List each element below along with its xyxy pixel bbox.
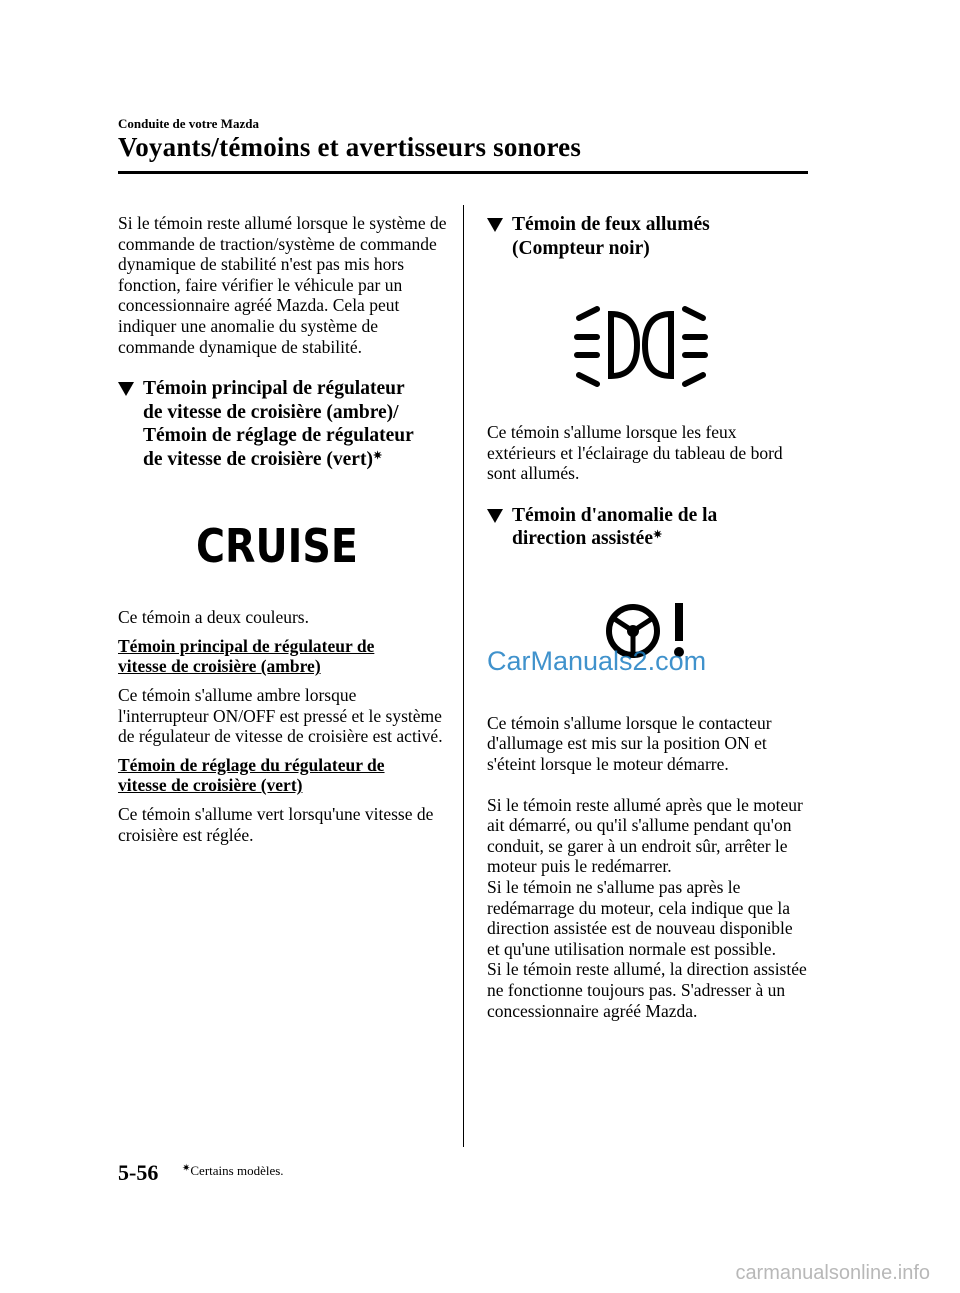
section-label: Conduite de votre Mazda <box>118 116 259 131</box>
steering-paragraph: Ce témoin s'allume lorsque le contacteur d'allumage est mis sur la position ON et s'éteint lorsque le moteur démarre. <box>487 712 772 774</box>
heading-triangle-icon <box>118 382 134 396</box>
right-column <box>487 213 807 1021</box>
intro-paragraph: Si le témoin reste allumé lorsque le système de commande de traction/système de commande dynamique de stabilité n'est pas mis hors fonction, faire vérifier le véhicule par un concessionnaire agréé Mazda. Cela peut indiquer une anomalie du système de commande dynamique de stabilité. <box>118 213 447 357</box>
headlight-icon-area <box>487 260 807 422</box>
heading-line: Témoin principal de régulateur <box>143 378 405 400</box>
cruise-heading <box>118 377 448 471</box>
heading-triangle-icon <box>487 509 503 523</box>
power-steering-heading: Témoin d'anomalie de la direction assistée✷ <box>487 504 807 551</box>
green-paragraph: Ce témoin s'allume vert lorsqu'une vitesse de croisière est réglée. <box>118 803 434 845</box>
column-divider <box>463 205 464 1147</box>
page-title: Voyants/témoins et avertisseurs sonores <box>118 132 582 162</box>
footnote-star: ✷ <box>653 529 663 542</box>
amber-paragraph: Ce témoin s'allume ambre lorsque l'interrupteur ON/OFF est pressé et le système de régulateur de vitesse de croisière est activé. <box>118 684 443 747</box>
steering-detail-2: Si le témoin ne s'allume pas après le redémarrage du moteur, cela indique que la direction assistée est de nouveau disponible et qu'une utilisation normale est possible. <box>487 876 793 959</box>
heading-triangle-icon <box>487 218 503 232</box>
heading-line: Témoin de réglage de régulateur <box>143 425 414 447</box>
steering-detail-3: Si le témoin reste allumé, la direction assistée ne fonctionne toujours pas. S'adresser à un concessionnaire agréé Mazda. <box>487 959 807 1021</box>
steering-icon-area <box>487 551 807 713</box>
subheading-amber: Témoin principal de régulateur de vitesse de croisière (ambre) <box>118 635 375 677</box>
cruise-indicator-icon: CRUISE <box>196 519 358 574</box>
footnote-star: ✷ <box>372 449 383 462</box>
cruise-icon-area <box>118 471 448 607</box>
subheading-green: Témoin de réglage du régulateur de vitesse de croisière (vert) <box>118 754 385 796</box>
title-rule <box>118 171 808 174</box>
watermark-text: CarManuals2.com <box>487 645 707 676</box>
lights-paragraph: Ce témoin s'allume lorsque les feux extérieurs et l'éclairage du tableau de bord sont allumés. <box>487 422 783 484</box>
footnote: ✷Certains modèles. <box>182 1163 284 1178</box>
headlight-indicator-icon <box>571 298 711 388</box>
heading-line: de vitesse de croisière (ambre)/ <box>143 401 399 423</box>
footnote-star: ✷ <box>182 1163 191 1174</box>
lights-on-heading: Témoin de feux allumés (Compteur noir) <box>487 213 807 260</box>
colors-paragraph: Ce témoin a deux couleurs. <box>118 607 309 628</box>
steering-detail-1: Si le témoin reste allumé après que le moteur ait démarré, ou qu'il s'allume pendant qu'on conduit, se garer à un endroit sûr, arrêter le moteur puis le redémarrer. <box>487 794 803 877</box>
heading-line: de vitesse de croisière (vert)✷ <box>143 448 383 470</box>
page-number: 5-56 <box>118 1160 159 1185</box>
site-watermark: carmanualsonline.info <box>735 1262 930 1284</box>
left-column <box>118 213 448 857</box>
